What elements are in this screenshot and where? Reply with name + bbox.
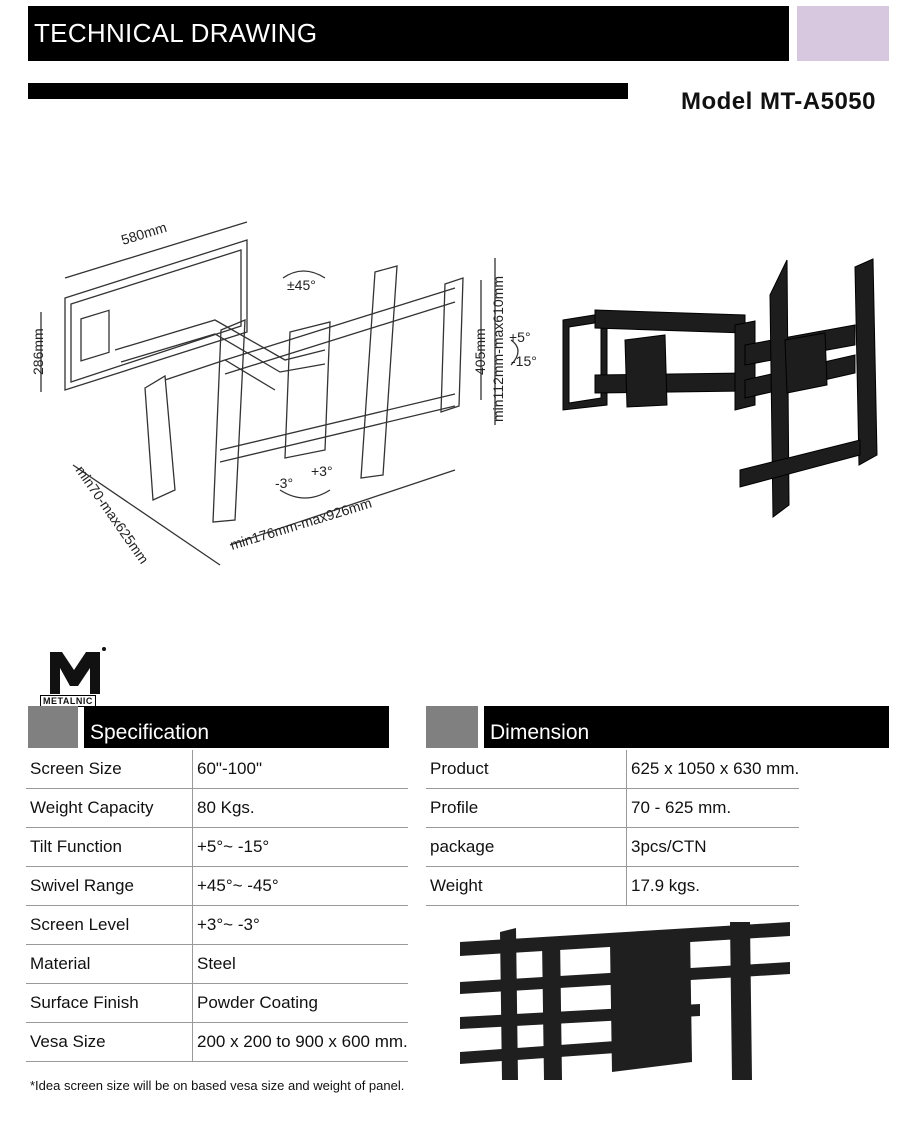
product-image [555, 255, 895, 525]
dim-label: Product [426, 750, 627, 789]
accent-block [797, 6, 889, 61]
dim-swivel: ±45° [287, 277, 316, 293]
spec-value: +5°~ -15° [193, 828, 408, 867]
dim-label: Profile [426, 789, 627, 828]
dim-value: 17.9 kgs. [627, 867, 800, 906]
specification-marker [28, 706, 78, 748]
spec-label: Weight Capacity [26, 789, 193, 828]
spec-label: Screen Size [26, 750, 193, 789]
dim-level-right: +3° [311, 463, 333, 479]
table-row [426, 828, 799, 867]
dim-value: 3pcs/CTN [627, 828, 800, 867]
spec-label: Surface Finish [26, 984, 193, 1023]
table-row [26, 750, 408, 789]
spec-label: Material [26, 945, 193, 984]
dim-level-left: -3° [275, 475, 294, 491]
dim-width: 580mm [119, 218, 169, 248]
table-row [26, 906, 408, 945]
dim-tilt-up: +5° [509, 329, 531, 345]
spec-label: Swivel Range [26, 867, 193, 906]
dimension-header [426, 706, 889, 748]
dim-height: 286mm [30, 328, 46, 375]
spec-value: +45°~ -45° [193, 867, 408, 906]
detail-image [460, 922, 790, 1080]
spec-value: 60"-100" [193, 750, 408, 789]
footnote: *Idea screen size will be on based vesa size and weight of panel. [30, 1078, 405, 1093]
spec-value: +3°~ -3° [193, 906, 408, 945]
dim-depth: min70-max625mm [72, 462, 153, 567]
spec-label: Tilt Function [26, 828, 193, 867]
dim-label: package [426, 828, 627, 867]
dimension-marker [426, 706, 478, 748]
table-row [26, 984, 408, 1023]
dim-label: Weight [426, 867, 627, 906]
table-row [26, 1023, 408, 1062]
brand-label: METALNIC [40, 695, 96, 707]
specification-header [28, 706, 389, 748]
spec-label: Vesa Size [26, 1023, 193, 1062]
dim-value: 70 - 625 mm. [627, 789, 800, 828]
table-row [26, 789, 408, 828]
table-row [426, 867, 799, 906]
dimension-table [426, 750, 799, 906]
dim-vertical-range: min112mm-max610mm [490, 276, 506, 422]
model-label: Model MT-A5050 [680, 88, 876, 115]
table-row [26, 867, 408, 906]
page-title: TECHNICAL DRAWING [28, 6, 789, 61]
technical-drawing [25, 200, 555, 590]
dim-value: 625 x 1050 x 630 mm. [627, 750, 800, 789]
specification-heading: Specification [84, 706, 389, 748]
dim-tilt-down: -15° [511, 353, 537, 369]
table-row [426, 750, 799, 789]
dimension-heading: Dimension [484, 706, 889, 748]
dim-vertical: 405mm [472, 328, 488, 375]
brand-name: METALNIC [38, 640, 43, 641]
spec-value: Powder Coating [193, 984, 408, 1023]
spec-value: 200 x 200 to 900 x 600 mm. [193, 1023, 408, 1062]
specification-table [26, 750, 408, 1062]
table-row [26, 945, 408, 984]
spec-value: Steel [193, 945, 408, 984]
table-row [426, 789, 799, 828]
title-rule [28, 83, 628, 99]
dim-extension: min176mm-max926mm [228, 494, 374, 553]
spec-value: 80 Kgs. [193, 789, 408, 828]
spec-label: Screen Level [26, 906, 193, 945]
table-row [26, 828, 408, 867]
